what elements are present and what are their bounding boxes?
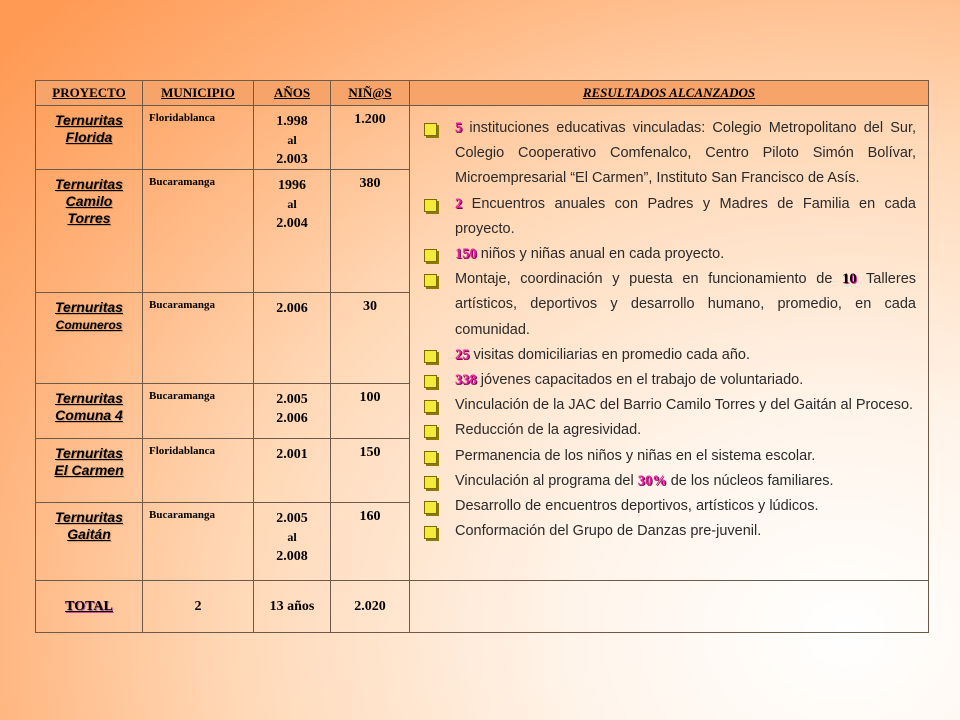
result-text: Encuentros anuales con Padres y Madres de Familia en cada proyecto. [455, 195, 916, 237]
municipio-cell: Bucaramanga [143, 384, 254, 439]
projects-table [35, 80, 929, 633]
result-text: Montaje, coordinación y puesta en funcionamiento de [455, 271, 843, 288]
square-bullet-icon [424, 375, 437, 388]
project-name-line: Comuna 4 [55, 407, 123, 423]
project-name-line: Comuneros [55, 318, 123, 332]
list-item [424, 267, 916, 343]
ninos-cell: 380 [331, 170, 410, 293]
project-name-line: Ternuritas [55, 445, 123, 461]
table-row [36, 106, 929, 170]
project-cell [36, 384, 143, 439]
project-cell [36, 503, 143, 581]
anos-line: 1.998 [276, 114, 308, 129]
municipio-cell: Bucaramanga [143, 170, 254, 293]
total-label: TOTAL [36, 581, 143, 633]
header-municipio: MUNICIPIO [143, 81, 254, 106]
anos-line: al [287, 530, 297, 544]
results-cell [410, 106, 929, 581]
ninos-cell: 30 [331, 293, 410, 384]
square-bullet-icon [424, 501, 437, 514]
result-text: Talleres artísticos, deportivos y desarrollo humano, promedio, en cada comunidad. [455, 271, 917, 338]
table-header-row [36, 81, 929, 106]
anos-cell [254, 170, 331, 293]
ninos-cell: 160 [331, 503, 410, 581]
project-cell [36, 106, 143, 170]
total-anos: 13 años [254, 581, 331, 633]
anos-line: al [287, 197, 297, 211]
anos-line: al [287, 133, 297, 147]
anos-cell [254, 106, 331, 170]
anos-line: 1996 [278, 178, 306, 193]
highlight-number: 30% [637, 472, 667, 489]
project-name-line: Florida [65, 129, 113, 145]
project-name-line: Ternuritas [55, 299, 123, 315]
list-item [424, 469, 916, 494]
result-text: Reducción de la agresividad. [455, 422, 642, 439]
highlight-number: 150 [455, 246, 477, 263]
anos-cell: 2.001 [254, 439, 331, 503]
result-text: jóvenes capacitados en el trabajo de voluntariado. [476, 372, 804, 389]
list-item [424, 418, 916, 443]
municipio-cell: Floridablanca [143, 106, 254, 170]
square-bullet-icon [424, 425, 437, 438]
result-text: instituciones educativas vinculadas: Colegio Metropolitano del Sur, Colegio Cooperativo Comfenalco, Centro Piloto Simón Bolívar, Microempresarial “El Carmen”, Instituto San Francisco de Asís. [455, 120, 916, 187]
header-ninos: NIÑ@S [331, 81, 410, 106]
list-item [424, 343, 916, 368]
ninos-cell: 1.200 [331, 106, 410, 170]
project-name-line: Ternuritas [55, 509, 123, 525]
square-bullet-icon [424, 451, 437, 464]
project-name-line: Torres [67, 210, 111, 226]
square-bullet-icon [424, 526, 437, 539]
anos-cell: 2.006 [254, 293, 331, 384]
square-bullet-icon [424, 199, 437, 212]
total-municipio: 2 [143, 581, 254, 633]
municipio-cell: Bucaramanga [143, 293, 254, 384]
highlight-number: 25 [455, 346, 470, 363]
header-resultados: RESULTADOS ALCANZADOS [410, 81, 929, 106]
project-cell [36, 293, 143, 384]
list-item [424, 116, 916, 192]
anos-line: 2.006 [276, 411, 308, 426]
list-item [424, 242, 916, 267]
square-bullet-icon [424, 476, 437, 489]
results-list [424, 116, 916, 544]
total-ninos: 2.020 [331, 581, 410, 633]
result-text: Desarrollo de encuentros deportivos, artísticos y lúdicos. [455, 498, 819, 515]
square-bullet-icon [424, 274, 437, 287]
result-text: niños y niñas anual en cada proyecto. [476, 246, 725, 263]
result-text: Vinculación al programa del [455, 472, 638, 489]
highlight-number: 5 [455, 120, 463, 136]
highlight-number: 2 [455, 195, 463, 212]
project-name-line: Gaitán [67, 526, 111, 542]
ninos-cell: 150 [331, 439, 410, 503]
list-item [424, 519, 916, 544]
square-bullet-icon [424, 249, 437, 262]
anos-line: 2.004 [276, 216, 308, 231]
total-empty-cell [410, 581, 929, 633]
header-proyecto: PROYECTO [36, 81, 143, 106]
project-cell [36, 439, 143, 503]
project-name-line: El Carmen [54, 462, 124, 478]
list-item [424, 393, 916, 418]
list-item [424, 494, 916, 519]
result-text: Conformación del Grupo de Danzas pre-juvenil. [455, 523, 762, 540]
municipio-cell: Bucaramanga [143, 503, 254, 581]
project-cell [36, 170, 143, 293]
anos-cell [254, 503, 331, 581]
project-name-line: Ternuritas [55, 176, 123, 192]
highlight-number: 10 [842, 271, 857, 288]
anos-line: 2.005 [276, 392, 308, 407]
result-text: Permanencia de los niños y niñas en el sistema escolar. [455, 447, 816, 464]
project-name-line: Camilo [65, 193, 113, 209]
anos-line: 2.003 [276, 152, 308, 167]
project-name-line: Ternuritas [55, 390, 123, 406]
municipio-cell: Floridablanca [143, 439, 254, 503]
highlight-number: 338 [455, 372, 477, 389]
anos-line: 2.008 [276, 549, 308, 564]
result-text: de los núcleos familiares. [666, 472, 834, 489]
square-bullet-icon [424, 123, 437, 136]
list-item [424, 444, 916, 469]
result-text: visitas domiciliarias en promedio cada año. [469, 346, 750, 363]
project-name-line: Ternuritas [55, 112, 123, 128]
square-bullet-icon [424, 400, 437, 413]
list-item [424, 192, 916, 242]
header-anos: AÑOS [254, 81, 331, 106]
list-item [424, 368, 916, 393]
anos-cell [254, 384, 331, 439]
total-row [36, 581, 929, 633]
anos-line: 2.005 [276, 511, 308, 526]
result-text: Vinculación de la JAC del Barrio Camilo Torres y del Gaitán al Proceso. [455, 397, 914, 414]
ninos-cell: 100 [331, 384, 410, 439]
square-bullet-icon [424, 350, 437, 363]
